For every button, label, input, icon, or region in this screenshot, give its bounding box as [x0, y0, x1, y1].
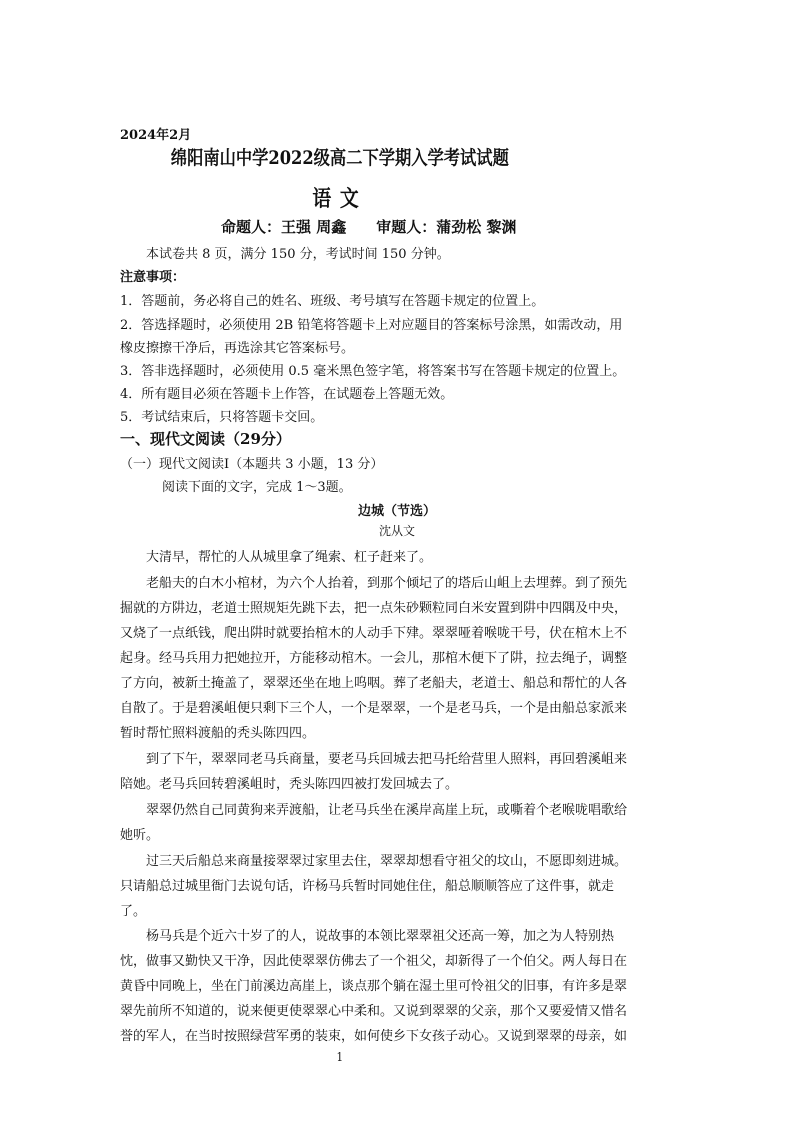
passage-line: 自散了。于是碧溪岨便只剩下三个人，一个是翠翠，一个是老马兵，一个是由船总家派来: [120, 701, 628, 716]
passage-line: 只请船总过城里衙门去说句话，许杨马兵暂时同她住住，船总顺顺答应了这件事，就走: [120, 879, 615, 894]
notice-item: 橡皮擦擦干净后，再选涂其它答案标号。: [120, 341, 355, 356]
passage-line: 了。: [120, 904, 147, 919]
passage-title: 边城（节选）: [357, 504, 436, 519]
notice-item: 3．答非选择题时，必须使用 0.5 毫米黑色签字笔，将答案书写在答题卡规定的位置上。: [120, 364, 626, 379]
section-heading: 一、现代文阅读（29分）: [120, 430, 291, 448]
passage-line: 陪她。老马兵回转碧溪岨时，秃头陈四四被打发回城去了。: [120, 777, 459, 792]
passage-line: 又烧了一点纸钱，爬出阱时就要抬棺木的人动手下肂。翠翠哑着喉咙干号，伏在棺木上不: [120, 626, 628, 641]
passage-line: 黄昏中同晚上，坐在门前溪边高崖上，谈点那个躺在湿土里可怜祖父的旧事，有许多是翠: [120, 979, 628, 994]
passage-line: 暂时帮忙照料渡船的秃头陈四四。: [120, 726, 316, 741]
page-number: 1: [336, 1050, 344, 1064]
notice-item: 1．答题前，务必将自己的姓名、班级、考号填写在答题卡规定的位置上。: [120, 294, 545, 309]
notice-item: 2．答选择题时，必须使用 2B 铅笔将答题卡上对应题目的答案标号涂黑，如需改动，用: [120, 318, 623, 333]
passage-line: 翠先前所不知道的，说来便更使翠翠心中柔和。又说到翠翠的父亲，那个又要爱情又惜名: [120, 1004, 628, 1019]
notice-item: 5．考试结束后，只将答题卡交回。: [120, 410, 324, 425]
passage-line: 了方向，被新土掩盖了，翠翠还坐在地上呜咽。葬了老船夫，老道士、船总和帮忙的人各: [120, 676, 628, 691]
authors-line: 命题人：王强 周鑫 审题人：蒲劲松 黎渊: [221, 218, 517, 236]
passage-line: 杨马兵是个近六十岁了的人，说故事的本领比翠翠祖父还高一筹，加之为人特别热: [146, 929, 615, 944]
intro-line: 本试卷共 8 页，满分 150 分，考试时间 150 分钟。: [146, 247, 450, 262]
passage-line: 她听。: [120, 828, 160, 843]
reading-instruction: 阅读下面的文字，完成 1～3题。: [162, 480, 352, 495]
exam-title: 绵阳南山中学2022级高二下学期入学考试试题: [170, 147, 509, 169]
passage-line: 忱，做事又勤快又干净，因此使翠翠仿佛去了一个祖父，却新得了一个伯父。两人每日在: [120, 954, 628, 969]
passage-line: 大清早，帮忙的人从城里拿了绳索、杠子赶来了。: [146, 550, 433, 565]
subsection-heading: （一）现代文阅读Ⅰ（本题共 3 小题，13 分）: [120, 457, 384, 472]
passage-line: 老船夫的白木小棺材，为六个人抬着，到那个倾圮了的塔后山岨上去埋葬。到了预先: [146, 576, 628, 591]
passage-line: 誉的军人，在当时按照绿营军勇的装束，如何使乡下女孩子动心。又说到翠翠的母亲，如: [120, 1029, 628, 1044]
notice-heading: 注意事项：: [120, 270, 186, 285]
passage-line: 到了下午，翠翠同老马兵商量，要老马兵回城去把马托给营里人照料，再回碧溪岨来: [146, 752, 628, 767]
passage-author: 沈从文: [378, 524, 415, 538]
subject-title: 语文: [312, 186, 368, 212]
passage-line: 翠翠仍然自己同黄狗来弄渡船，让老马兵坐在溪岸高崖上玩，或嘶着个老喉咙唱歌给: [146, 803, 628, 818]
passage-line: 掘就的方阱边，老道士照规矩先跳下去，把一点朱砂颗粒同白米安置到阱中四隅及中央，: [120, 601, 628, 616]
passage-line: 起身。经马兵用力把她拉开，方能移动棺木。一会儿，那棺木便下了阱，拉去绳子，调整: [120, 651, 628, 666]
passage-line: 过三天后船总来商量接翠翠过家里去住，翠翠却想看守祖父的坟山，不愿即刻进城。: [146, 854, 628, 869]
exam-date: 2024年2月: [120, 128, 192, 143]
notice-item: 4．所有题目必须在答题卡上作答，在试题卷上答题无效。: [120, 387, 454, 402]
